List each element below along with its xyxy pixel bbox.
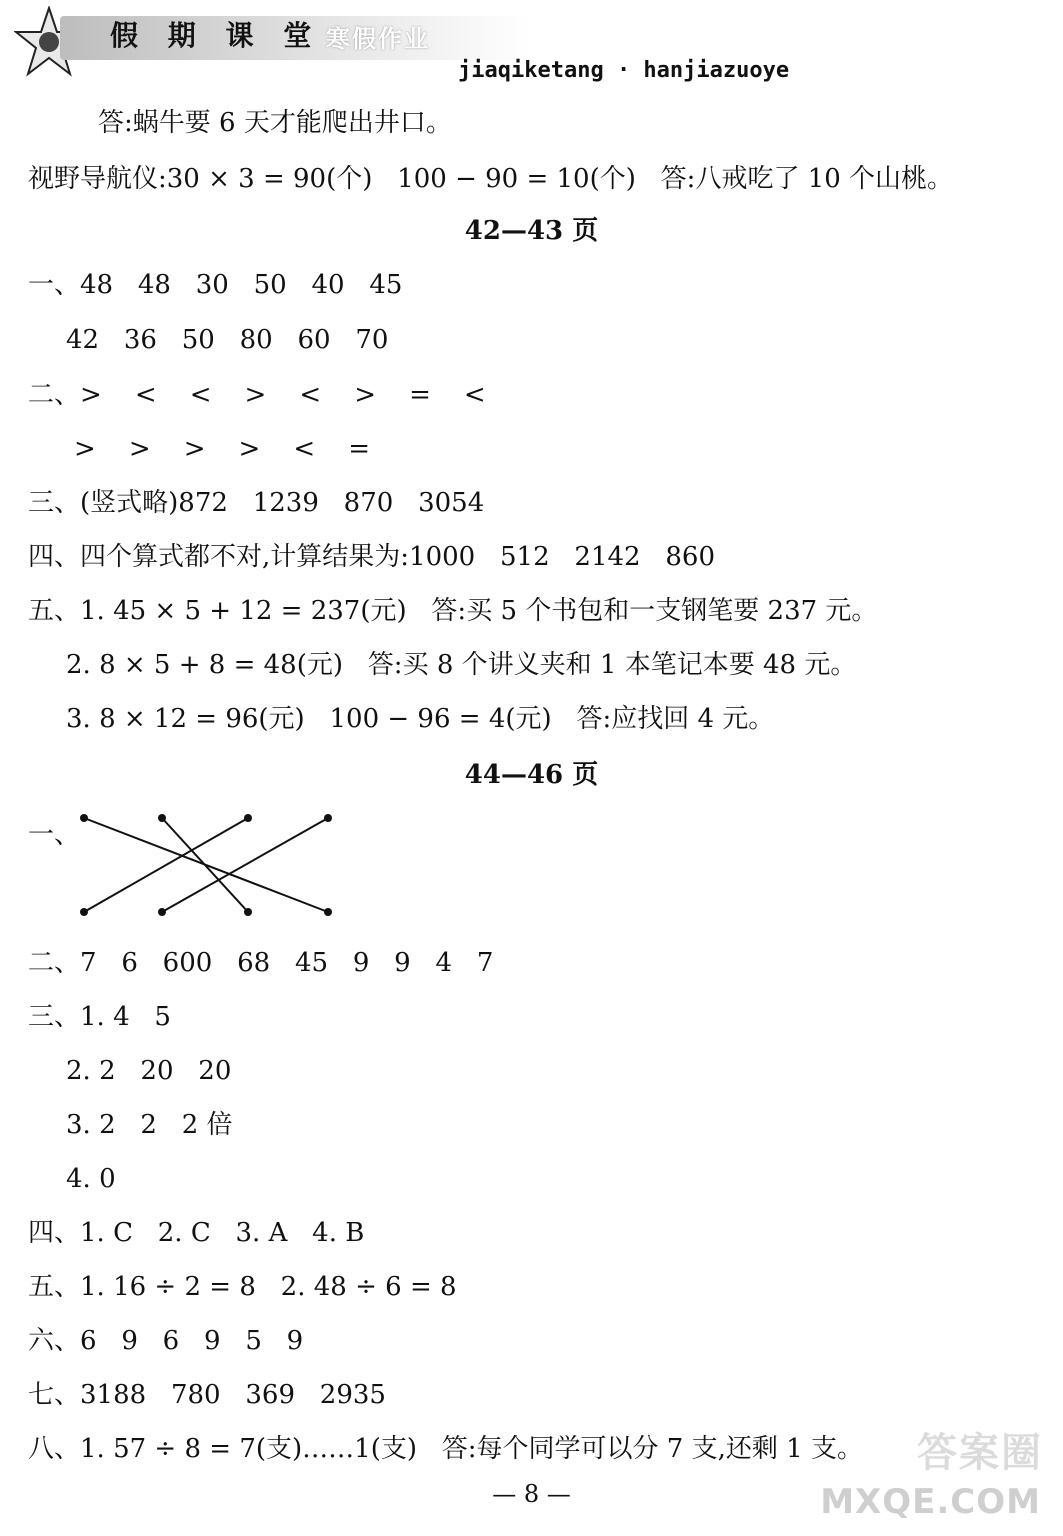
answer-line: 答:蜗牛要 6 天才能爬出井口。 xyxy=(98,108,452,138)
match-line xyxy=(162,818,328,912)
section-heading: 44—46 页 xyxy=(464,760,599,790)
header-title: 假 期 课 堂 xyxy=(110,19,322,52)
match-dot xyxy=(80,908,88,916)
answer-line: 三、1. 4 5 xyxy=(28,1002,171,1032)
answer-line: 二、> < < > < > = < xyxy=(28,380,486,410)
answer-line: 一、48 48 30 50 40 45 xyxy=(28,270,403,300)
section-heading: 42—43 页 xyxy=(464,216,599,246)
match-dot xyxy=(324,814,332,822)
answer-line: 视野导航仪:30 × 3 = 90(个) 100 − 90 = 10(个) 答:八戒吃了 10 个山桃。 xyxy=(28,164,954,194)
match-dot xyxy=(324,908,332,916)
match-line xyxy=(162,818,248,912)
answer-line: 六、6 9 6 9 5 9 xyxy=(28,1326,304,1356)
answer-line: 2. 8 × 5 + 8 = 48(元) 答:买 8 个讲义夹和 1 本笔记本要 48 元。 xyxy=(66,650,857,680)
match-dot xyxy=(158,908,166,916)
answer-line: 五、1. 16 ÷ 2 = 8 2. 48 ÷ 6 = 8 xyxy=(28,1272,457,1302)
answer-line: > > > > < = xyxy=(74,434,371,464)
match-dot xyxy=(244,908,252,916)
answer-line: 三、(竖式略)872 1239 870 3054 xyxy=(28,488,485,518)
match-line xyxy=(84,818,248,912)
watermark-url: MXQE.COM xyxy=(820,1482,1041,1522)
answer-line: 五、1. 45 × 5 + 12 = 237(元) 答:买 5 个书包和一支钢笔要 237 元。 xyxy=(28,596,878,626)
answer-line: 一、 xyxy=(28,820,81,850)
answer-line: 八、1. 57 ÷ 8 = 7(支)……1(支) 答:每个同学可以分 7 支,还剩 1 支。 xyxy=(28,1434,863,1464)
answer-line: 3. 8 × 12 = 96(元) 100 − 96 = 4(元) 答:应找回 4 元。 xyxy=(66,704,775,734)
answer-line: 2. 2 20 20 xyxy=(66,1056,232,1086)
answer-line: 二、7 6 600 68 45 9 9 4 7 xyxy=(28,948,494,978)
answer-line: 七、3188 780 369 2935 xyxy=(28,1380,386,1410)
watermark-logo: 答案圈 xyxy=(917,1430,1043,1476)
header-subtitle: 寒假作业 xyxy=(326,25,430,53)
answer-line: 4. 0 xyxy=(66,1164,116,1194)
match-dot xyxy=(80,814,88,822)
page-number: — 8 — xyxy=(492,1480,571,1508)
match-dot xyxy=(158,814,166,822)
answer-line: 四、四个算式都不对,计算结果为:1000 512 2142 860 xyxy=(28,542,715,572)
matching-lines-diagram xyxy=(70,808,350,928)
answer-line: 四、1. C 2. C 3. A 4. B xyxy=(28,1218,365,1248)
answer-line: 42 36 50 80 60 70 xyxy=(66,325,389,355)
answer-line: 3. 2 2 2 倍 xyxy=(66,1110,233,1140)
page-header xyxy=(0,0,1063,90)
match-dot xyxy=(244,814,252,822)
header-pinyin: jiaqiketang · hanjiazuoye xyxy=(458,58,790,83)
